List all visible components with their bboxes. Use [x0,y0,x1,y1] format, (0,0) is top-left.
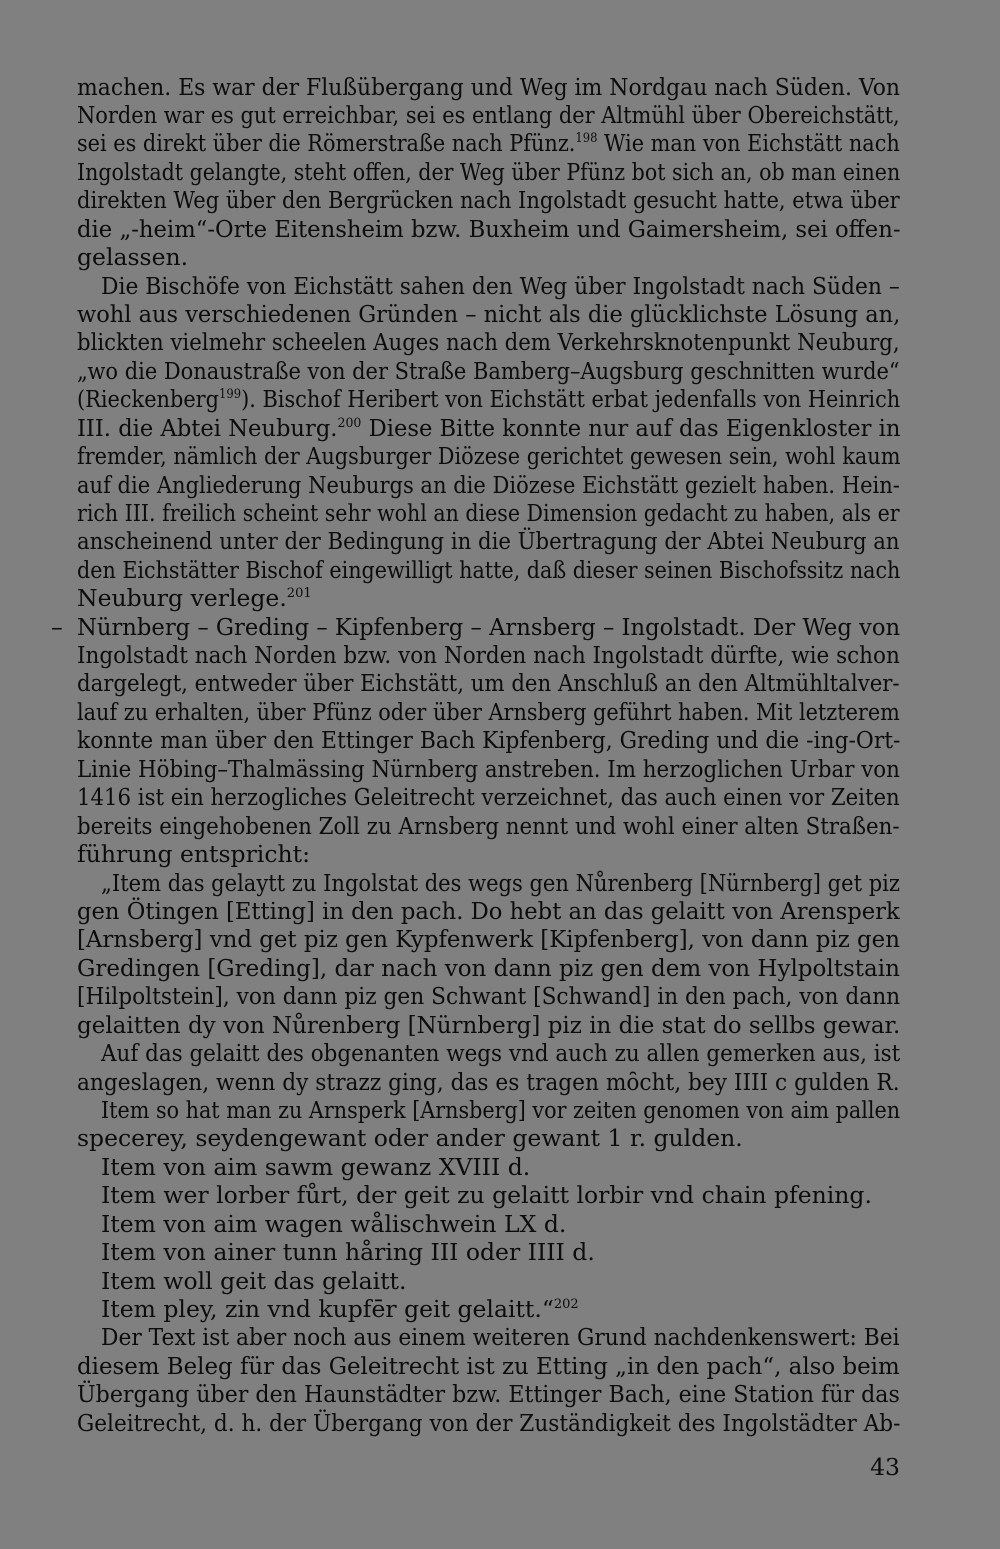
line-text: angeslagen, wenn dy strazz ging, das es tragen mȏcht, bey IIII c gulden R. [77,1068,900,1096]
text-line [77,499,900,527]
line-text: Geleitrecht, d. h. der Übergang von der Zuständigkeit des Ingolstädter Ab- [77,1409,901,1437]
line-text: Die Bischöfe von Eichstätt sahen den Weg über Ingolstadt nach Süden – [101,272,900,300]
text-line [77,669,900,697]
text-line [101,1039,900,1067]
line-text: (Rieckenberg [77,385,220,413]
text-line [77,755,900,783]
text-line [101,1153,900,1181]
footnote-marker: 200 [337,416,362,431]
line-text: gelassen. [77,243,189,271]
text-line [77,584,900,612]
line-text: gen Ötingen [Etting] in den pach. Do hebt an das gelaitt von Arensperk [77,897,900,925]
text-line [77,186,900,214]
text-line [77,158,900,186]
line-text: 1416 ist ein herzogliches Geleitrecht verzeichnet, das auch einen vor Zeiten [77,783,900,811]
text-line [77,1352,900,1380]
line-text: direkten Weg über den Bergrücken nach Ingolstadt gesucht hatte, etwa über [77,186,900,214]
line-text: III. die Abtei Neuburg. [77,414,338,442]
line-text: „wo die Donaustraße von der Straße Bamberg–Augsburg geschnitten wurde“ [77,357,900,385]
line-text: „Item das gelaytt zu Ingolstat des wegs gen Nůrenberg [Nürnberg] get piz [101,869,900,897]
line-text-continued: Wie man von Eichstätt nach [597,129,900,157]
line-text: sei es direkt über die Römerstraße nach Pfünz. [77,129,576,157]
text-line [77,442,900,470]
text-line [77,726,900,754]
text-line [77,812,900,840]
footnote-marker: 198 [575,131,598,146]
list-dash: – [51,613,63,641]
text-line [77,215,900,243]
line-text: fremder, nämlich der Augsburger Diözese gerichtet gewesen sein, wohl kaum [77,442,901,470]
text-line [77,300,900,328]
text-line [77,982,900,1010]
line-text: Nürnberg – Greding – Kipfenberg – Arnsberg – Ingolstadt. Der Weg von [77,613,901,641]
text-line [77,954,900,982]
text-line [77,385,900,413]
text-line [77,698,900,726]
line-text: führung entspricht: [77,840,310,868]
line-text: machen. Es war der Flußübergang und Weg im Nordgau nach Süden. Von [77,73,900,101]
line-text: Item pley, zin vnd kupfēr geit gelaitt.“ [101,1295,554,1323]
text-line [77,613,900,641]
line-text-continued: ). Bischof Heribert von Eichstätt erbat jedenfalls von Heinrich [241,385,901,413]
text-line [77,897,900,925]
line-text: rich III. freilich scheint sehr wohl an diese Dimension gedacht zu haben, als er [77,499,900,527]
line-text-continued: Diese Bitte konnte nur auf das Eigenkloster in [361,414,901,442]
footnote-marker: 199 [219,387,242,402]
text-line [101,1096,900,1124]
text-line [77,414,900,442]
page-number: 43 [870,1453,900,1481]
text-line [101,1238,900,1266]
line-text: Gredingen [Greding], dar nach von dann piz gen dem von Hylpoltstain [77,954,900,982]
line-text: Ingolstadt gelangte, steht offen, der Weg über Pfünz bot sich an, ob man einen [77,158,901,186]
text-line [101,1295,900,1323]
text-line [77,840,900,868]
footnote-marker: 202 [553,1297,579,1312]
text-line [101,1210,900,1238]
line-text: auf die Angliederung Neuburgs an die Diözese Eichstätt gezielt haben. Hein- [77,471,900,499]
line-text: Übergang über den Haunstädter bzw. Ettinger Bach, eine Station für das [77,1380,900,1408]
line-text: Ingolstadt nach Norden bzw. von Norden nach Ingolstadt dürfte, wie schon [77,641,900,669]
text-line [77,129,900,157]
text-line [77,1380,900,1408]
line-text: Item wer lorber fůrt, der geit zu gelaitt lorbir vnd chain pfening. [101,1181,872,1209]
line-text: Item von ainer tunn håring III oder IIII d. [101,1238,595,1266]
line-text: [Hilpoltstein], von dann piz gen Schwant [Schwand] in den pach, von dann [77,982,901,1010]
text-line [77,556,900,584]
text-line [77,1124,900,1152]
text-line [77,527,900,555]
footnote-marker: 201 [286,586,312,601]
text-line [77,1011,900,1039]
text-line [77,641,900,669]
text-line [77,783,900,811]
text-line [101,1181,900,1209]
text-line [77,101,900,129]
line-text: Neuburg verlege. [77,584,287,612]
text-line [77,1409,900,1437]
line-text: Item von aim sawm gewanz XVIII d. [101,1153,531,1181]
line-text: dargelegt, entweder über Eichstätt, um den Anschluß an den Altmühltalver- [77,669,900,697]
text-line [101,1267,900,1295]
text-line [77,1068,900,1096]
text-line [77,925,900,953]
line-text: specerey, seydengewant oder ander gewant 1 r. gulden. [77,1124,743,1152]
text-line [101,272,900,300]
line-text: konnte man über den Ettinger Bach Kipfenberg, Greding und die -ing-Ort- [77,726,901,754]
text-line [77,243,900,271]
text-line [101,869,900,897]
text-line [77,357,900,385]
line-text: [Arnsberg] vnd get piz gen Kypfenwerk [Kipfenberg], von dann piz gen [77,925,900,953]
line-text: die „-heim“-Orte Eitensheim bzw. Buxheim und Gaimersheim, sei offen- [77,215,901,243]
line-text: gelaitten dy von Nůrenberg [Nürnberg] piz in die stat do sellbs gewar. [77,1011,901,1039]
line-text: bereits eingehobenen Zoll zu Arnsberg nennt und wohl einer alten Straßen- [77,812,900,840]
text-line [77,471,900,499]
line-text: Norden war es gut erreichbar, sei es entlang der Altmühl über Obereichstätt, [77,101,900,129]
line-text: Linie Höbing–Thalmässing Nürnberg anstreben. Im herzoglichen Urbar von [77,755,900,783]
text-line [77,328,900,356]
line-text: wohl aus verschiedenen Gründen – nicht als die glücklichste Lösung an, [77,300,901,328]
line-text: diesem Beleg für das Geleitrecht ist zu Etting „in den pach“, also beim [77,1352,900,1380]
line-text: blickten vielmehr scheelen Auges nach dem Verkehrsknotenpunkt Neuburg, [77,328,900,356]
line-text: Der Text ist aber noch aus einem weiteren Grund nachdenkenswert: Bei [101,1323,900,1351]
text-line [77,73,900,101]
line-text: Item woll geit das gelaitt. [101,1267,407,1295]
line-text: lauf zu erhalten, über Pfünz oder über Arnsberg geführt haben. Mit letzterem [77,698,900,726]
line-text: Item so hat man zu Arnsperk [Arnsberg] vor zeiten genomen von aim pallen [101,1096,901,1124]
line-text: Item von aim wagen wålischwein LX d. [101,1210,567,1238]
line-text: den Eichstätter Bischof eingewilligt hatte, daß dieser seinen Bischofssitz nach [77,556,901,584]
line-text: Auf das gelaitt des obgenanten wegs vnd auch zu allen gemerken aus, ist [101,1039,901,1067]
line-text: anscheinend unter der Bedingung in die Übertragung der Abtei Neuburg an [77,527,900,555]
text-line [101,1323,900,1351]
